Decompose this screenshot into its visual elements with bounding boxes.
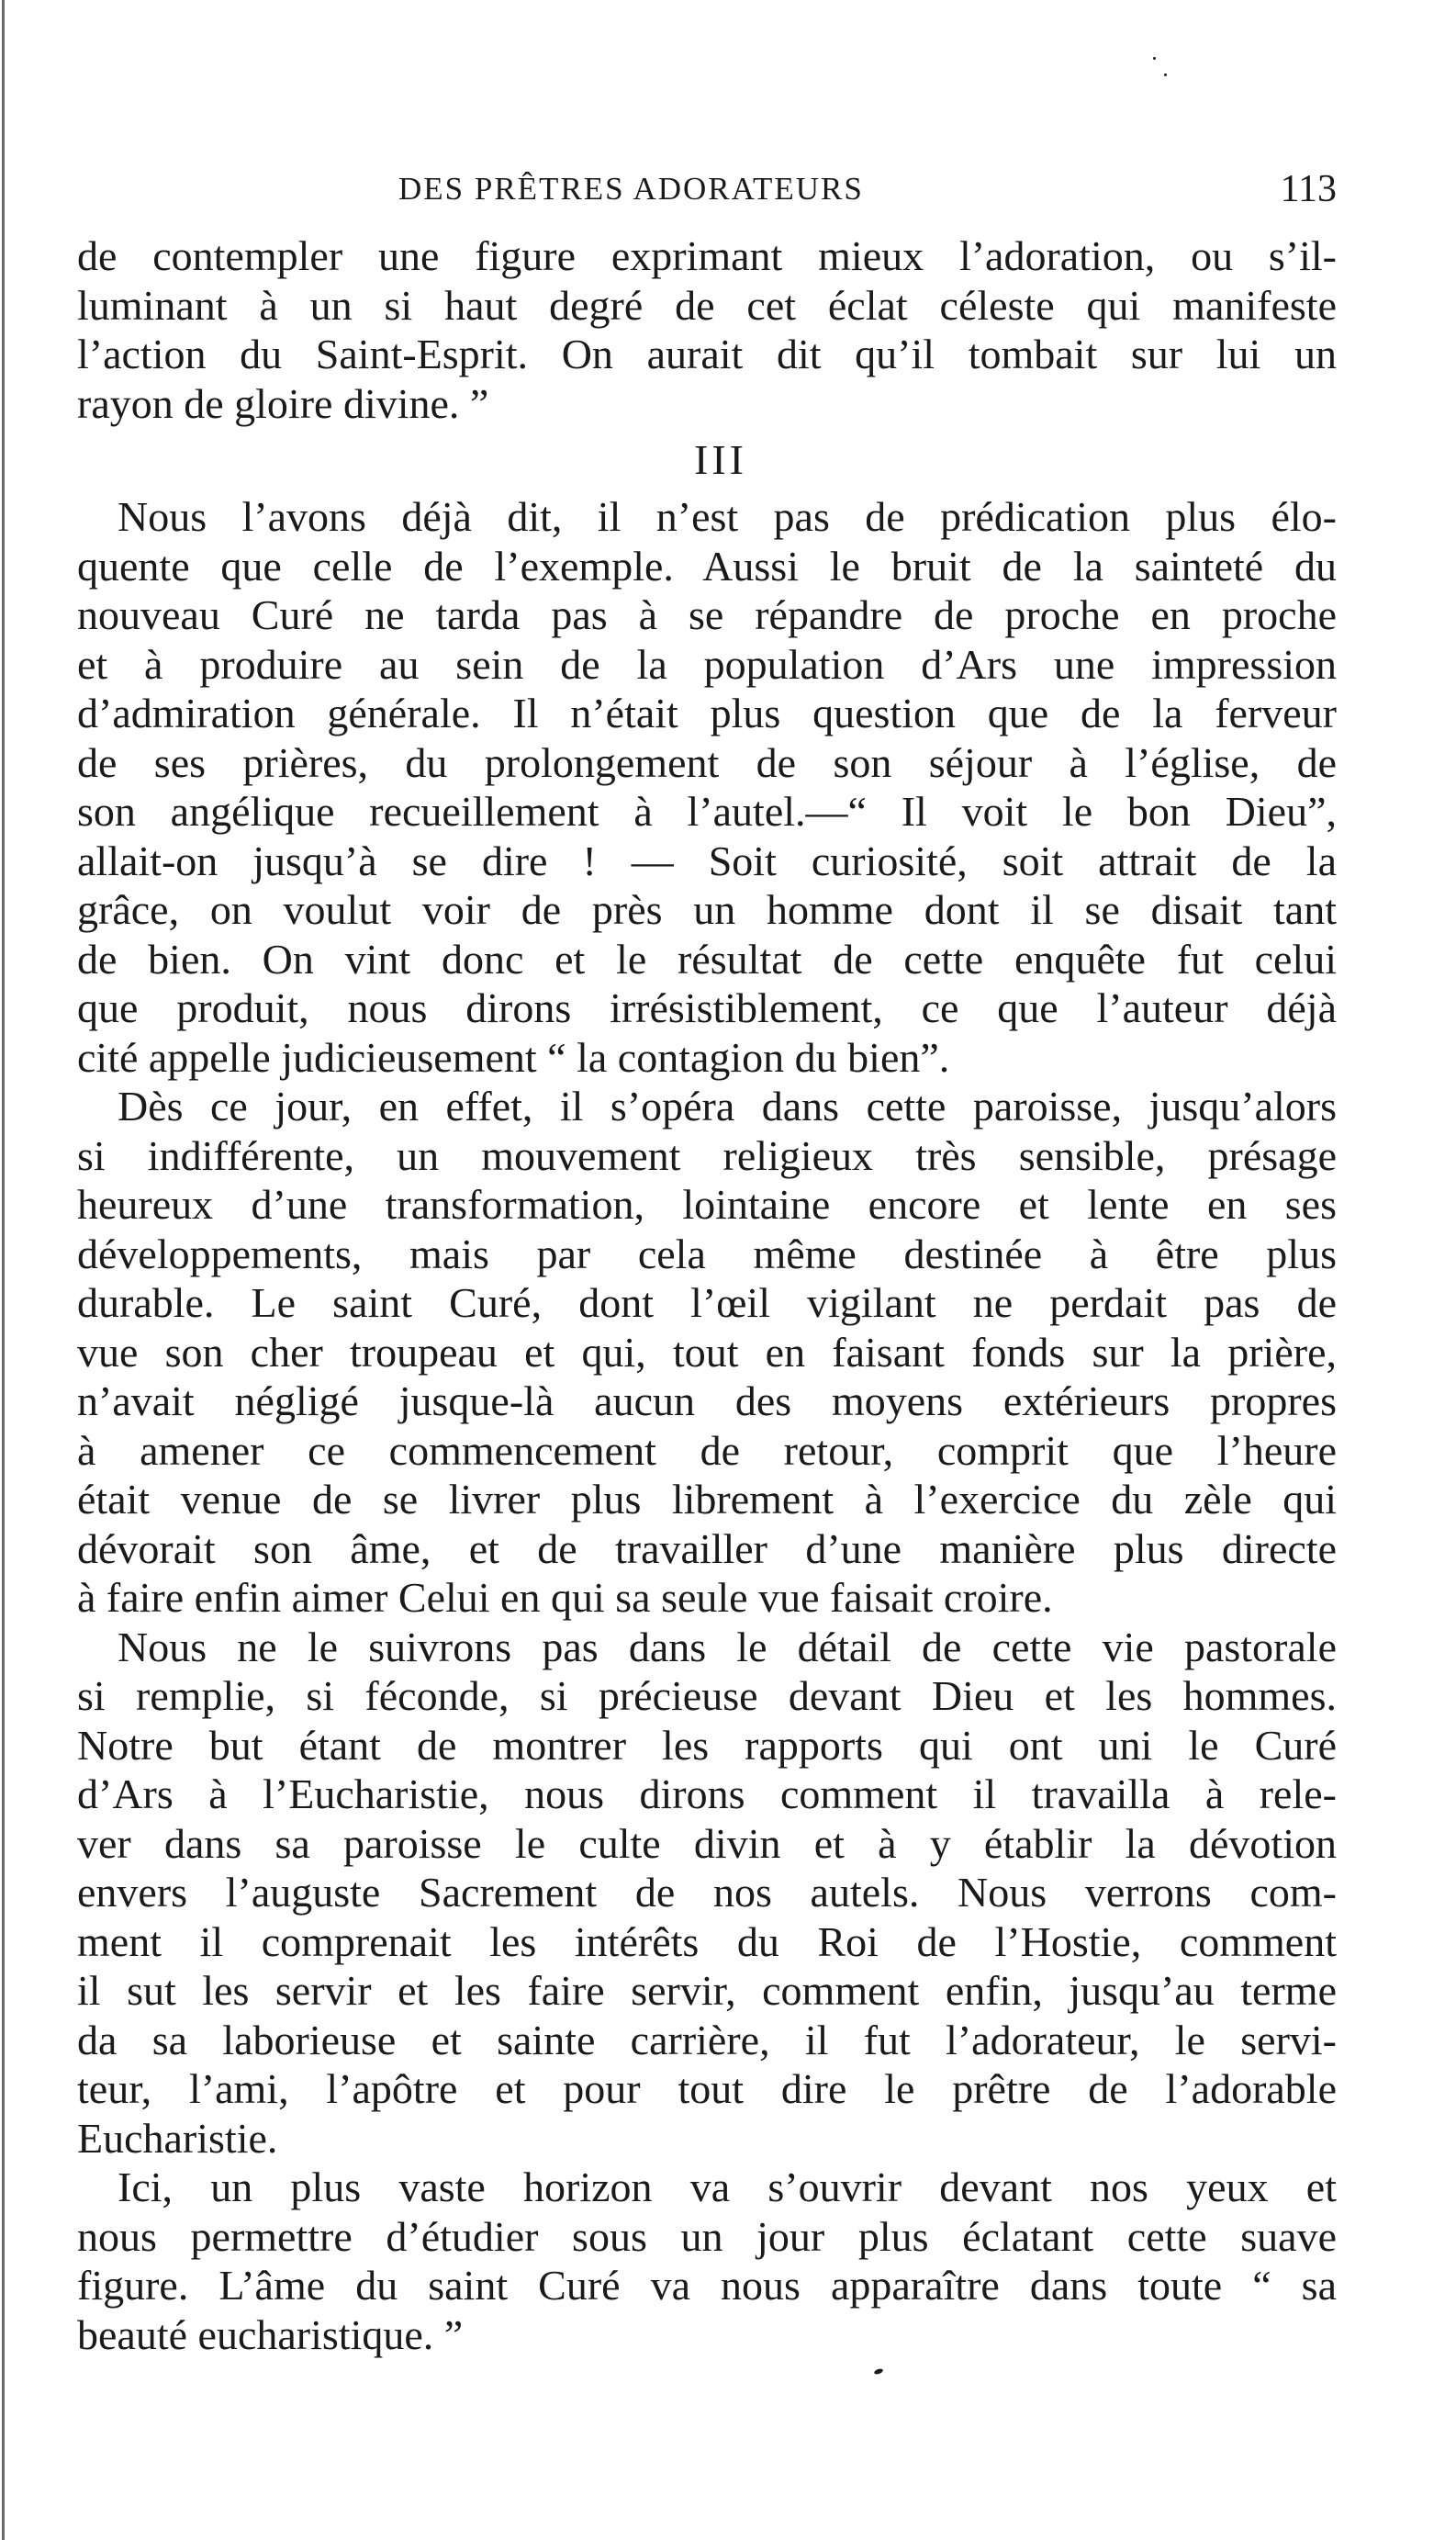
text-line: de ses prières, du prolongement de son séjour à l’église, de [77, 738, 1337, 786]
text-line: de contempler une figure exprimant mieux l’adoration, ou s’il- [77, 232, 1337, 279]
text-line: n’avait négligé jusque-là aucun des moyens extérieurs propres [77, 1377, 1337, 1424]
text-line: et à produire au sein de la population d’Ars une impression [77, 640, 1337, 688]
paragraph-4 [77, 2163, 1337, 2359]
text-line: l’action du Saint-Esprit. On aurait dit qu’il tombait sur lui un [77, 331, 1337, 377]
text-line: développements, mais par cela même destinée à être plus [77, 1230, 1337, 1277]
text-line: que produit, nous dirons irrésistiblement, ce que l’auteur déjà [77, 984, 1337, 1031]
text-line: était venue de se livrer plus librement à l’exercice du zèle qui [77, 1476, 1337, 1523]
text-line: luminant à un si haut degré de cet éclat céleste qui manifeste [77, 281, 1337, 329]
text-line: Nous l’avons déjà dit, il n’est pas de prédication plus élo- [118, 493, 1337, 540]
text-line: nous permettre d’étudier sous un jour plus éclatant cette suave [77, 2212, 1337, 2260]
text-line: si indifférente, un mouvement religieux très sensible, présage [77, 1131, 1337, 1179]
text-line: son angélique recueillement à l’autel.—“ Il voit le bon Dieu”, [77, 788, 1337, 835]
text-line: à faire enfin aimer Celui en qui sa seule vue faisait croire. [77, 1574, 1053, 1621]
text-line: durable. Le saint Curé, dont l’œil vigilant ne perdait pas de [77, 1279, 1337, 1326]
text-line: nouveau Curé ne tarda pas à se répandre de proche en proche [77, 591, 1337, 638]
intro-paragraph [77, 231, 1337, 428]
text-line: rayon de gloire divine. ” [77, 379, 489, 427]
paragraph-2 [77, 1082, 1337, 1623]
paragraph-1 [77, 492, 1337, 1082]
text-line: d’Ars à l’Eucharistie, nous dirons comment il travailla à rele- [77, 1770, 1337, 1817]
text-line: grâce, on voulut voir de près un homme dont il se disait tant [77, 886, 1337, 933]
text-line: Nous ne le suivrons pas dans le détail de cette vie pastorale [118, 1623, 1337, 1670]
text-line: heureux d’une transformation, lointaine encore et lente en ses [77, 1181, 1337, 1228]
ink-speck [1164, 73, 1167, 76]
ink-speck [1153, 57, 1156, 60]
text-line: quente que celle de l’exemple. Aussi le bruit de la sainteté du [77, 542, 1337, 590]
text-line: d’admiration générale. Il n’était plus question que de la ferveur [77, 690, 1337, 736]
text-line: allait-on jusqu’à se dire ! — Soit curiosité, soit attrait de la [77, 837, 1337, 884]
section-numeral: III [694, 436, 747, 483]
running-title: DES PRÊTRES ADORATEURS [398, 171, 864, 207]
ink-speck [873, 2367, 883, 2375]
page-number: 113 [1280, 168, 1337, 210]
text-line: ver dans sa paroisse le culte divin et à y établir la dévotion [77, 1819, 1337, 1867]
text-line: il sut les servir et les faire servir, comment enfin, jusqu’au terme [77, 1967, 1337, 2014]
running-head [77, 168, 1337, 217]
text-line: dévorait son âme, et de travailler d’une manière plus directe [77, 1524, 1337, 1572]
text-line: da sa laborieuse et sainte carrière, il fut l’adorateur, le servi- [77, 2016, 1337, 2063]
text-line: à amener ce commencement de retour, comprit que l’heure [77, 1426, 1337, 1474]
text-line: ment il comprenait les intérêts du Roi de l’Hostie, comment [77, 1917, 1337, 1965]
text-line: Ici, un plus vaste horizon va s’ouvrir devant nos yeux et [118, 2163, 1337, 2210]
text-line: si remplie, si féconde, si précieuse devant Dieu et les hommes. [77, 1672, 1337, 1719]
text-line: Dès ce jour, en effet, il s’opéra dans cette paroisse, jusqu’alors [118, 1083, 1337, 1130]
text-line: de bien. On vint donc et le résultat de cette enquête fut celui [77, 935, 1337, 983]
text-line: envers l’auguste Sacrement de nos autels. Nous verrons com- [77, 1869, 1337, 1916]
text-line: cité appelle judicieusement “ la contagion du bien”. [77, 1033, 950, 1081]
text-line: Eucharistie. [77, 2114, 278, 2162]
paragraph-3 [77, 1623, 1337, 2163]
text-line: beauté eucharistique. ” [77, 2310, 464, 2358]
body-text [77, 231, 1337, 2359]
text-line: figure. L’âme du saint Curé va nous apparaître dans toute “ sa [77, 2262, 1337, 2309]
scan-edge-rule [2, 0, 5, 2540]
text-line: Notre but étant de montrer les rapports qui ont uni le Curé [77, 1721, 1337, 1769]
text-line: teur, l’ami, l’apôtre et pour tout dire le prêtre de l’adorable [77, 2065, 1337, 2112]
text-line: vue son cher troupeau et qui, tout en faisant fonds sur la prière, [77, 1328, 1337, 1376]
